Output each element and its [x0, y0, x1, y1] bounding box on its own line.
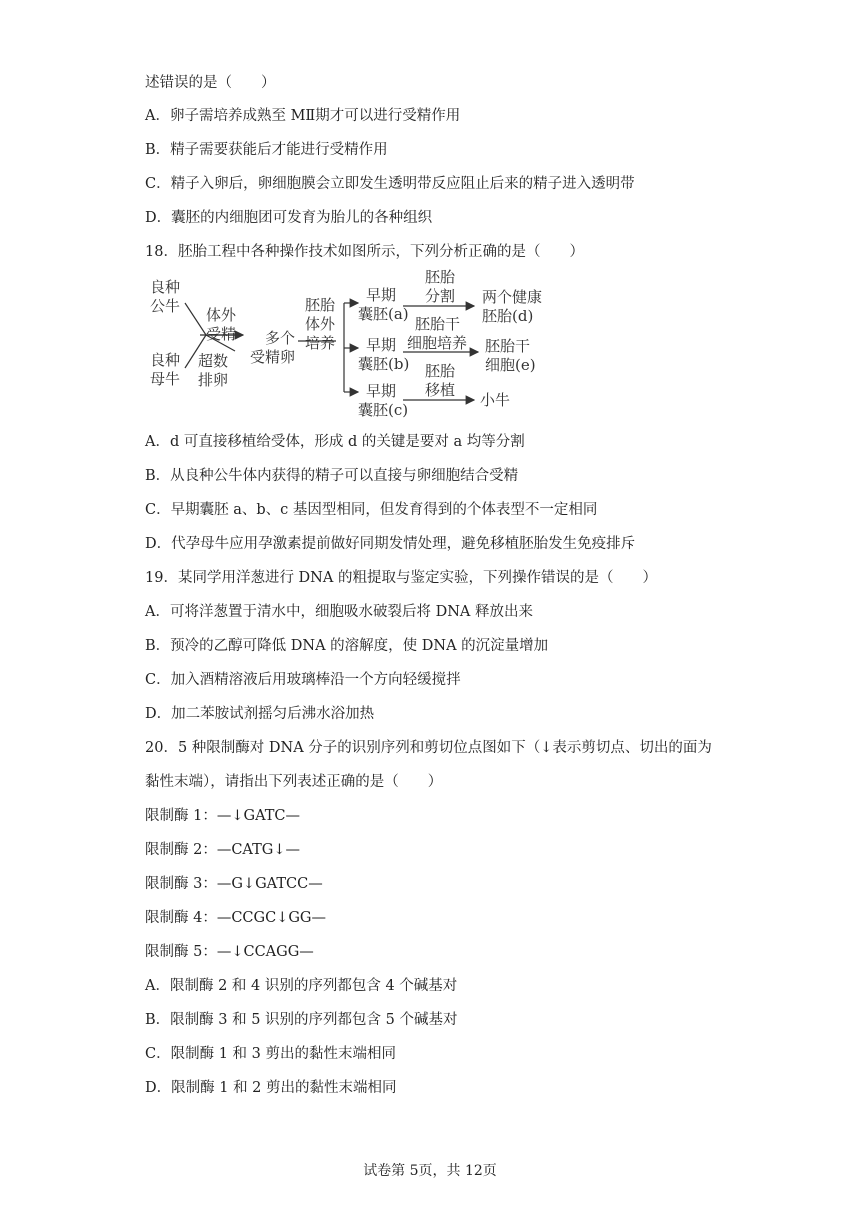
q17-option-b: B．精子需要获能后才能进行受精作用 [145, 142, 388, 158]
result-e-line1: 胚胎干 [485, 337, 531, 355]
embryo-engineering-diagram [140, 265, 580, 425]
q18-option-a: A．d 可直接移植给受体，形成 d 的关键是要对 a 均等分割 [145, 434, 525, 450]
culture-line2: 体外 [305, 315, 336, 333]
stemculture-line1: 胚胎干 [415, 315, 461, 333]
q20-enzyme-3: 限制酶 3：—G↓GATCC— [145, 876, 323, 892]
result-d-line2: 胚胎(d) [482, 307, 534, 325]
q19-stem: 19．某同学用洋葱进行 DNA 的粗提取与鉴定实验，下列操作错误的是（ ） [145, 570, 657, 586]
superovulation-line1: 超数 [198, 352, 229, 370]
q20-option-d: D．限制酶 1 和 2 剪出的黏性末端相同 [145, 1080, 397, 1096]
blast-b-line2: 囊胚(b) [358, 355, 410, 373]
q20-enzyme-4: 限制酶 4：—CCGC↓GG— [145, 910, 327, 926]
q20-option-a: A．限制酶 2 和 4 识别的序列都包含 4 个碱基对 [145, 978, 458, 994]
superovulation-line2: 排卵 [198, 371, 229, 389]
page-footer: 试卷第 5页，共 12页 [363, 1163, 497, 1179]
q17-option-c: C．精子入卵后，卵细胞膜会立即发生透明带反应阻止后来的精子进入透明带 [145, 176, 635, 192]
q19-option-a: A．可将洋葱置于清水中，细胞吸水破裂后将 DNA 释放出来 [145, 604, 533, 620]
q20-option-c: C．限制酶 1 和 3 剪出的黏性末端相同 [145, 1046, 396, 1062]
culture-line3: 培养 [305, 334, 336, 352]
q20-option-b: B．限制酶 3 和 5 识别的序列都包含 5 个碱基对 [145, 1012, 458, 1028]
q18-option-b: B．从良种公牛体内获得的精子可以直接与卵细胞结合受精 [145, 468, 519, 484]
q19-option-c: C．加入酒精溶液后用玻璃棒沿一个方向轻缓搅拌 [145, 672, 461, 688]
blast-c-line1: 早期 [366, 382, 397, 400]
zygotes-line1: 多个 [265, 329, 296, 347]
q17-option-a: A．卵子需培养成熟至 MⅡ期才可以进行受精作用 [145, 108, 461, 124]
q20-enzyme-5: 限制酶 5：—↓CCAGG— [145, 944, 314, 960]
stemculture-line2: 细胞培养 [407, 334, 468, 352]
q19-option-d: D．加二苯胺试剂摇匀后沸水浴加热 [145, 706, 375, 722]
female-line2: 母牛 [150, 370, 181, 388]
split-line2: 分割 [425, 287, 456, 305]
transfer-line2: 移植 [425, 381, 456, 399]
culture-line1: 胚胎 [305, 296, 336, 314]
q17-option-d: D．囊胚的内细胞团可发育为胎儿的各种组织 [145, 210, 433, 226]
blast-a-line2: 囊胚(a) [358, 305, 409, 323]
blast-a-line1: 早期 [366, 286, 397, 304]
transfer-line1: 胚胎 [425, 362, 456, 380]
split-line1: 胚胎 [425, 268, 456, 286]
male-line2: 公牛 [150, 297, 181, 315]
ivf-line1: 体外 [206, 306, 237, 324]
q20-stem-line2: 黏性末端），请指出下列表述正确的是（ ） [145, 774, 443, 790]
result-e-line2: 细胞(e) [485, 356, 536, 374]
ivf-line2: 受精 [206, 325, 237, 343]
male-line1: 良种 [150, 278, 181, 296]
q18-stem: 18．胚胎工程中各种操作技术如图所示，下列分析正确的是（ ） [145, 244, 584, 260]
q18-option-d: D．代孕母牛应用孕激素提前做好同期发情处理，避免移植胚胎发生免疫排斥 [145, 536, 636, 552]
q20-stem-line1: 20．5 种限制酶对 DNA 分子的识别序列和剪切位点图如下（↓表示剪切点、切出的面为 [145, 740, 712, 756]
result-d-line1: 两个健康 [482, 288, 543, 306]
q19-option-b: B．预冷的乙醇可降低 DNA 的溶解度，使 DNA 的沉淀量增加 [145, 638, 549, 654]
result-c: 小牛 [480, 391, 511, 409]
zygotes-line2: 受精卵 [250, 348, 296, 366]
female-line1: 良种 [150, 351, 181, 369]
blast-b-line1: 早期 [366, 336, 397, 354]
q20-enzyme-1: 限制酶 1：—↓GATC— [145, 808, 301, 824]
q20-enzyme-2: 限制酶 2：—CATG↓— [145, 842, 301, 858]
blast-c-line2: 囊胚(c) [358, 401, 409, 419]
q17-stem-tail: 述错误的是（ ） [145, 75, 276, 91]
q18-option-c: C．早期囊胚 a、b、c 基因型相同，但发育得到的个体表型不一定相同 [145, 502, 598, 518]
